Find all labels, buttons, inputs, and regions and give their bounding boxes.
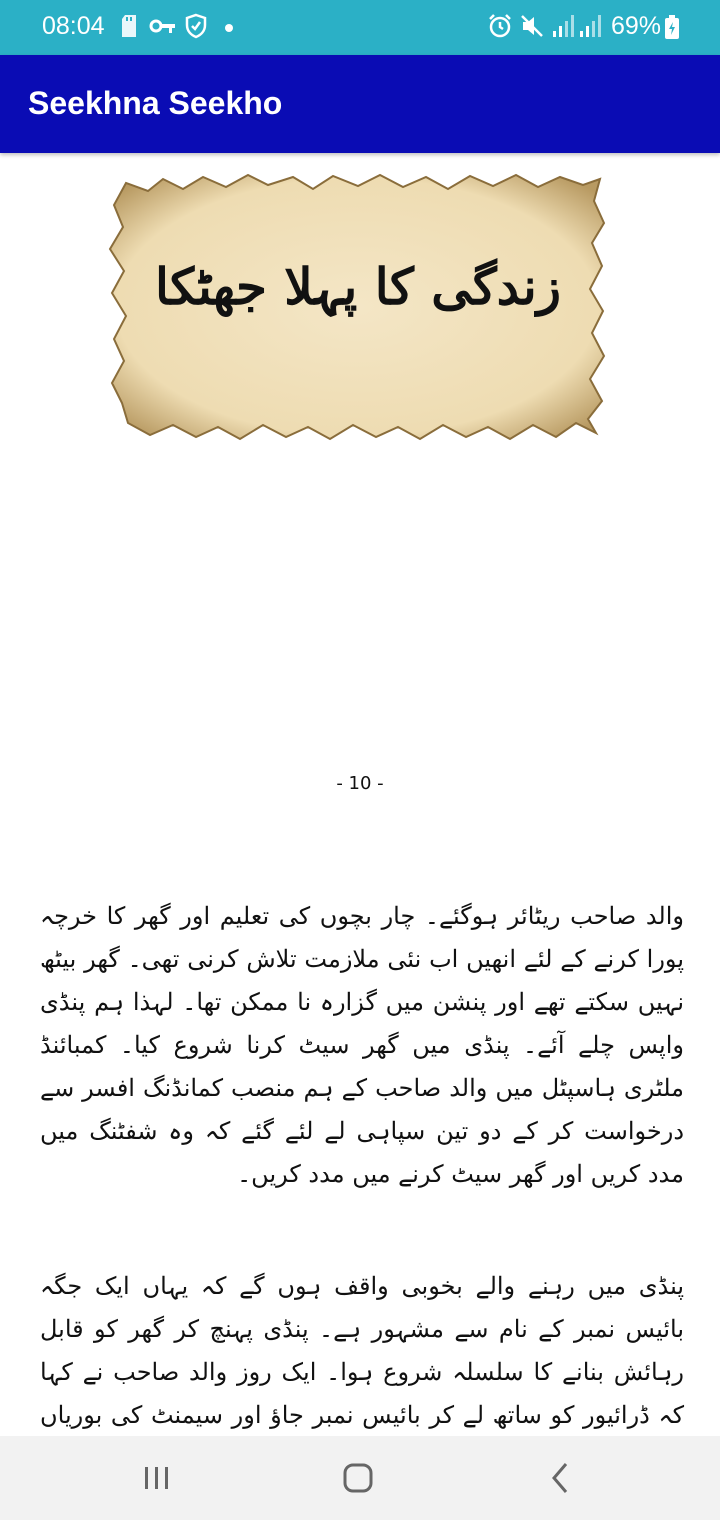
dot-icon xyxy=(224,23,234,33)
key-icon xyxy=(150,17,176,35)
book-page[interactable] xyxy=(0,153,720,1436)
app-bar xyxy=(0,55,720,153)
navigation-bar xyxy=(0,1436,720,1520)
mute-icon xyxy=(519,13,545,39)
signal-icon xyxy=(551,13,575,39)
app-title: Seekhna Seekho xyxy=(28,85,283,121)
paragraph-1: والد صاحب ریٹائر ہوگئے۔ چار بچوں کی تعلیم اور گھر کا خرچہ پورا کرنے کے لئے انھیں اب نئی ملازمت تلاش کرنی تھی۔ گھر بیٹھ نہیں سکتے تھے اور پنشن میں گزارہ نا ممکن تھا۔ لہذا ہم پنڈی واپس چلے آئے۔ پنڈی میں گھر سیٹ کرنا شروع کیا۔ کمبائنڈ ملٹری ہاسپٹل میں والد صاحب کے ہم منصب کمانڈنگ افسر سے درخواست کر کے دو تین سپاہی لے لئے گئے کہ وہ شفٹنگ میں مدد کریں اور گھر سیٹ کرنے میں مدد کریں۔ xyxy=(40,902,684,1188)
signal-icon xyxy=(578,13,602,39)
status-time: 08:04 xyxy=(42,12,105,40)
home-icon[interactable] xyxy=(338,1458,378,1498)
back-icon[interactable] xyxy=(540,1458,580,1498)
alarm-icon xyxy=(487,13,513,39)
recent-apps-icon[interactable] xyxy=(137,1458,177,1498)
shield-icon xyxy=(185,13,207,39)
sd-card-icon xyxy=(120,14,138,38)
title-parchment xyxy=(108,171,608,441)
status-bar xyxy=(0,0,720,55)
paragraph-2: پنڈی میں رہنے والے بخوبی واقف ہوں گے کہ یہاں ایک جگہ بائیس نمبر کے نام سے مشہور ہے۔ پنڈی پہنچ کر گھر کو قابل رہائش بنانے کا سلسلہ شروع ہوا۔ ایک روز والد صاحب نے کہا کہ ڈرائیور کو ساتھ لے کر بائیس نمبر جاؤ اور سیمنٹ کی بوریاں xyxy=(40,1272,684,1429)
page-number: - 10 - xyxy=(336,773,384,794)
battery-percentage: 69% xyxy=(611,12,662,40)
chapter-title: زندگی کا پہلا جھٹکا xyxy=(155,257,561,316)
battery-icon xyxy=(664,14,680,40)
